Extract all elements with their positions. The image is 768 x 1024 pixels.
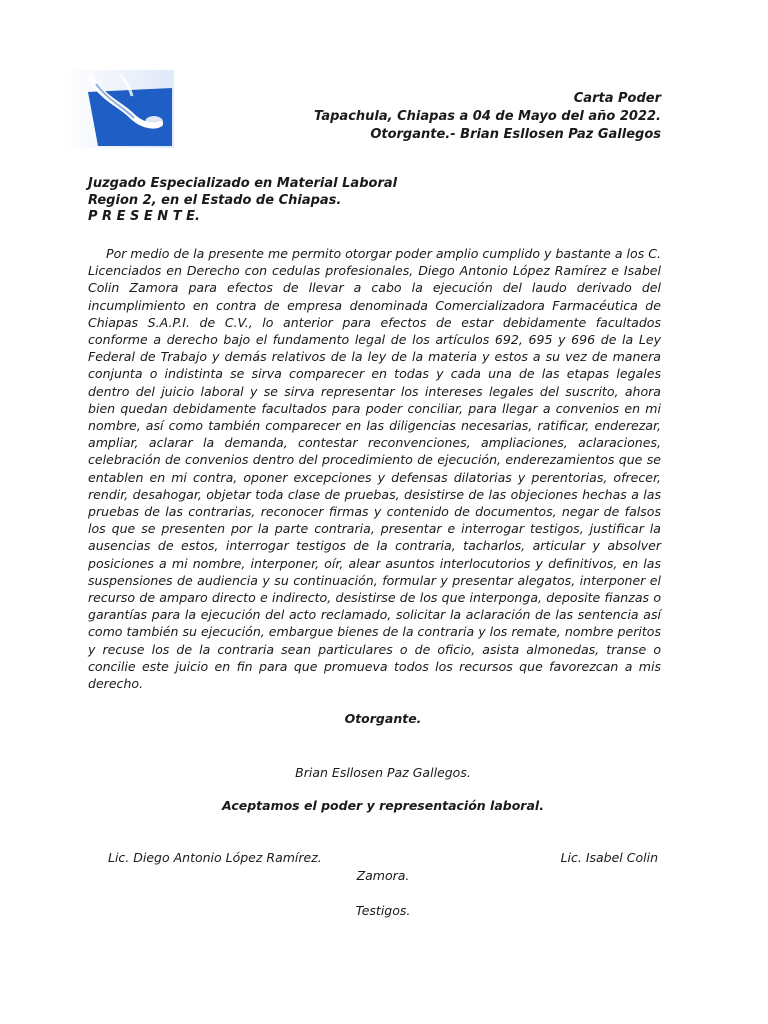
lawyer-2-signature: Lic. Isabel Colin (560, 850, 658, 865)
grantor-name: Brian Esllosen Paz Gallegos. (295, 765, 471, 780)
grantor-line: Otorgante.- Brian Esllosen Paz Gallegos (370, 127, 661, 142)
place-date: Tapachula, Chiapas a 04 de Mayo del año 2022. (314, 109, 661, 124)
body-paragraph: Por medio de la presente me permito otorgar poder amplio cumplido y bastante a los C. Licenciados en Derecho con cedulas profesionales, Diego Antonio López Ramírez e Isabel Colin Zamora para efectos de llevar a cabo la ejecución del laudo derivado del incumplimiento en contra de empresa denominada Comercializadora Farmacéutica de Chiapas S.A.P.I. de C.V., lo anterior para efectos de estar debidamente facultados conforme a derecho bajo el fundamento legal de los artículos 692, 695 y 696 de la Ley Federal de Trabajo y demás relativos de la ley de la materia y estos a su vez de manera conjunta o indistinta se sirva comparecer en todas y cada una de las etapas legales dentro del juicio laboral y se sirva representar los intereses legales del suscrito, ahora bien quedan debidamente facultados para poder conciliar, para llegar a convenios en mi nombre, así como también comparecer en las diligencias necesarias, ratificar, enderezar, ampliar, aclarar la demanda, contestar reconvenciones, ampliaciones, aclaraciones, celebración de convenios dentro del procedimiento de ejecución, enderezamientos que se entablen en mi contra, oponer excepciones y defensas dilatorias y perentorias, ofrecer, rendir, desahogar, objetar toda clase de pruebas, desistirse de las objeciones hechas a las pruebas de las contrarias, reconocer firmas y contenido de documentos, negar de falsos los que se presenten por la parte contraria, presentar e interrogar testigos, justificar la ausencias de estos, interrogar testigos de la contraria, tacharlos, articular y absolver posiciones a mi nombre, interponer, oír, alear asuntos interlocutorios y definitivos, en las suspensiones de audiencia y su continuación, formular y presentar alegatos, interponer el recurso de amparo directo e indirecto, desistirse de los que interponga, deposite fianzas o garantías para la ejecución del acto reclamado, solicitar la aclaración de las sentencia así como también su ejecución, embargue bienes de la contraria y los remate, nombre peritos y recuse los de la contraria sean particulares o de oficio, asista almonedas, transe o concilie este juicio en fin para que promueva todos los recursos que favorezcan a mis derecho. (88, 246, 661, 692)
addressee (88, 176, 397, 226)
addressee-line-1: Juzgado Especializado en Material Laboral (88, 176, 398, 191)
lawyer-1-signature: Lic. Diego Antonio López Ramírez. (108, 850, 322, 865)
logo (60, 70, 174, 148)
header (314, 90, 661, 144)
witnesses-heading: Testigos. (355, 903, 411, 918)
addressee-line-2: Region 2, en el Estado de Chiapas. (88, 192, 342, 208)
addressee-line-3: P R E S E N T E. (88, 209, 200, 224)
document-title: Carta Poder (573, 91, 661, 106)
acceptance-line: Aceptamos el poder y representación laboral. (222, 798, 544, 813)
grantor-heading: Otorgante. (344, 711, 422, 726)
lawyer-2-surname: Zamora. (356, 868, 410, 883)
